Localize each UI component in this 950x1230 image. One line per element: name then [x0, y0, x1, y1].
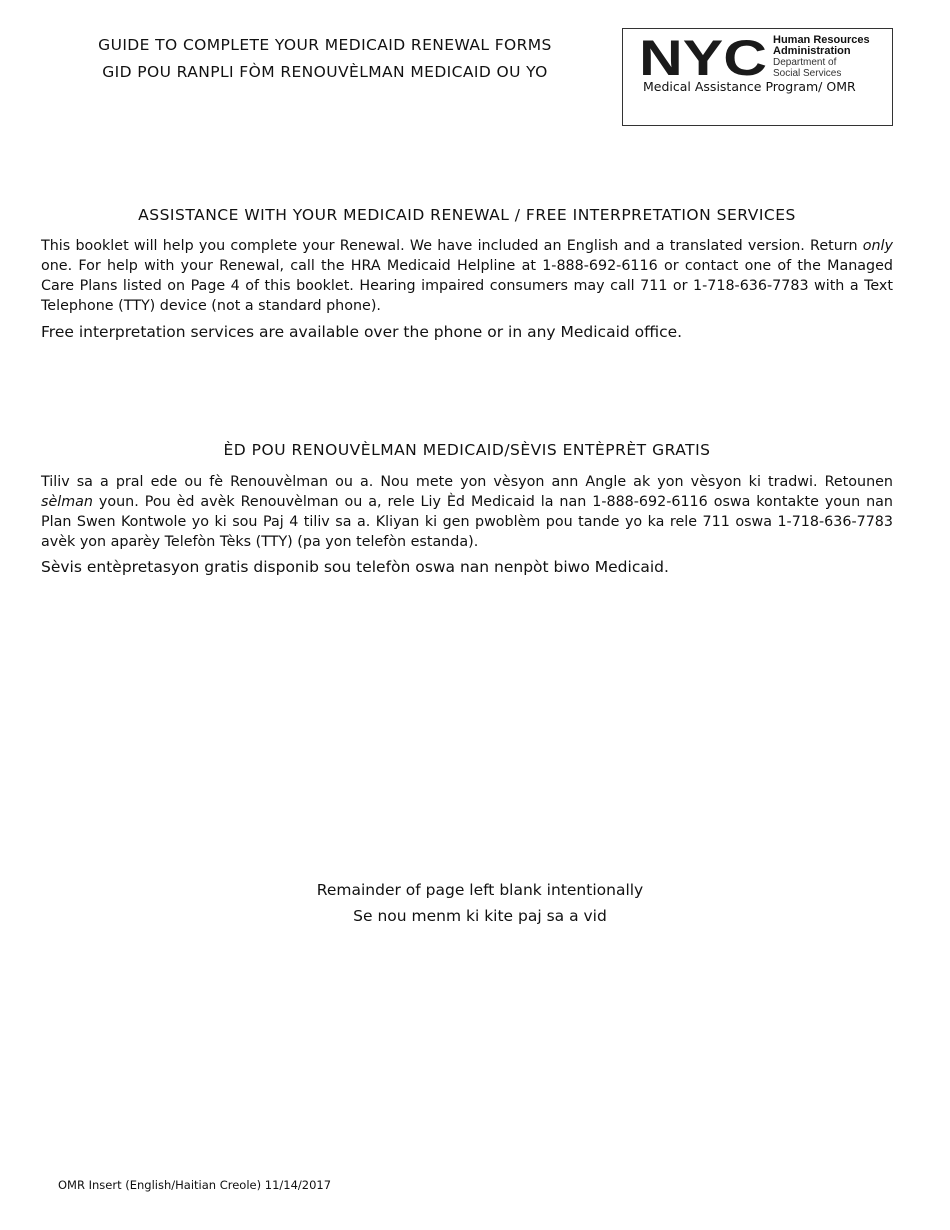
- blank-notice-haitian-creole: Se nou menm ki kite paj sa a vid: [353, 907, 607, 925]
- interpretation-note-english: Free interpretation services are available over the phone or in any Medicaid office.: [41, 323, 683, 341]
- agency-line-1: Human Resources: [773, 34, 870, 46]
- paragraph-text: This booklet will help you complete your Renewal. We have included an English and a translated version. Return: [41, 238, 863, 254]
- agency-name: [773, 35, 893, 79]
- emphasis-selman: sèlman: [41, 494, 93, 510]
- paragraph-text: youn. Pou èd avèk Renouvèlman ou a, rele Liy Èd Medicaid la nan 1-888-692-6116 oswa kontakte youn nan Plan Swen Kontwole yo ki sou Paj 4 tiliv sa a. Kliyan ki gen pwoblèm pou tande yo ka rele 711 oswa 1-718-636-7783 avèk yon aparèy Telefòn Tèks (TTY) (pa yon telefòn estanda).: [41, 494, 893, 550]
- agency-line-4: Social Services: [773, 68, 842, 79]
- agency-logo-box: [622, 28, 893, 126]
- form-footer-id: OMR Insert (English/Haitian Creole) 11/14/2017: [58, 1178, 332, 1192]
- program-label: Medical Assistance Program/ OMR: [643, 79, 856, 94]
- assistance-paragraph-haitian-creole: [41, 472, 893, 552]
- agency-line-2: Administration: [773, 45, 851, 57]
- title-haitian-creole: GID POU RANPLI FÒM RENOUVÈLMAN MEDICAID OU YO: [102, 63, 548, 81]
- title-english: GUIDE TO COMPLETE YOUR MEDICAID RENEWAL FORMS: [98, 36, 552, 54]
- section-heading-english: ASSISTANCE WITH YOUR MEDICAID RENEWAL / FREE INTERPRETATION SERVICES: [138, 206, 796, 224]
- emphasis-only: only: [862, 238, 893, 254]
- section-heading-haitian-creole: ÈD POU RENOUVÈLMAN MEDICAID/SÈVIS ENTÈPRÈT GRATIS: [223, 441, 711, 459]
- paragraph-text: one. For help with your Renewal, call the HRA Medicaid Helpline at 1-888-692-6116 or contact one of the Managed Care Plans listed on Page 4 of this booklet. Hearing impaired consumers may call 711 or 1-718-636-7783 with a Text Telephone (TTY) device (not a standard phone).: [41, 258, 893, 314]
- assistance-paragraph-english: [41, 236, 893, 316]
- paragraph-text: Tiliv sa a pral ede ou fè Renouvèlman ou a. Nou mete yon vèsyon ann Angle ak yon vèsyon ki tradwi. Retounen: [41, 474, 893, 490]
- agency-line-3: Department of: [773, 57, 837, 68]
- nyc-logo-icon: [639, 35, 769, 79]
- blank-notice-english: Remainder of page left blank intentionally: [316, 881, 644, 899]
- document-title: [60, 32, 590, 86]
- blank-page-notice: [0, 877, 950, 929]
- nyc-logo-text: NYC: [639, 35, 767, 79]
- interpretation-note-haitian-creole: Sèvis entèpretasyon gratis disponib sou telefòn oswa nan nenpòt biwo Medicaid.: [41, 558, 669, 576]
